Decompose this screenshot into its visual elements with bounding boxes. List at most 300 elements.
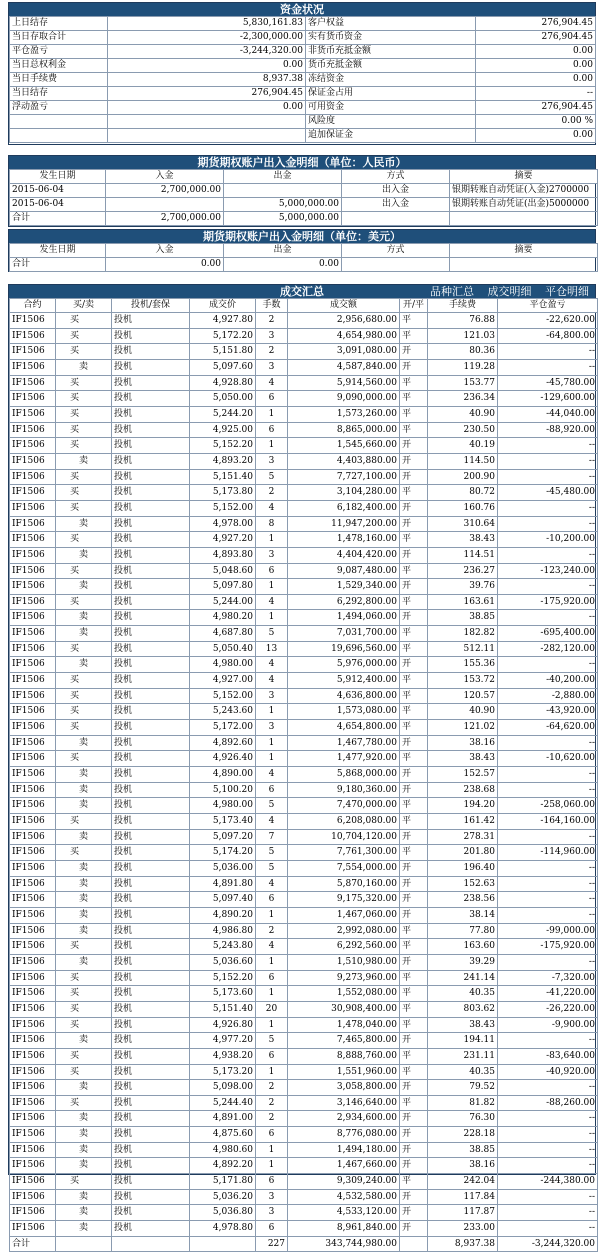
table-row [10, 892, 598, 908]
table-cell: IF1506 [10, 375, 56, 391]
table-cell: 5 [256, 798, 288, 814]
table-cell: IF1506 [10, 673, 56, 689]
table-cell: -- [498, 1205, 598, 1221]
table-cell: 38.85 [428, 610, 498, 626]
table-cell: 投机 [112, 923, 190, 939]
funds-value: 276,904.45 [108, 87, 306, 101]
table-cell: 9,273,960.00 [288, 970, 400, 986]
table-cell: 银期转账自动凭证(入金)2700000 [450, 184, 598, 198]
table-cell: 4,980.60 [190, 1142, 256, 1158]
table-cell: 平 [400, 485, 428, 501]
table-cell: 2,992,080.00 [288, 923, 400, 939]
table-cell: IF1506 [10, 1001, 56, 1017]
total-row [10, 212, 598, 226]
table-cell: 开 [400, 1158, 428, 1174]
table-cell: 投机 [112, 814, 190, 830]
funds-value: 0.00 [108, 101, 306, 115]
table-cell: IF1506 [10, 860, 56, 876]
table-row [10, 673, 598, 689]
table-cell: -88,260.00 [498, 1095, 598, 1111]
funds-row [10, 73, 596, 87]
table-cell: 投机 [112, 563, 190, 579]
table-row [10, 907, 598, 923]
table-cell: 1 [256, 907, 288, 923]
funds-label: 货币充抵金额 [306, 59, 476, 73]
table-cell: 6 [256, 563, 288, 579]
table-cell: IF1506 [10, 328, 56, 344]
table-cell: 平 [400, 720, 428, 736]
table-cell: -175,920.00 [498, 594, 598, 610]
table-cell: -99,000.00 [498, 923, 598, 939]
table-cell: 投机 [112, 986, 190, 1002]
table-cell: 4,928.80 [190, 375, 256, 391]
table-cell: 153.77 [428, 375, 498, 391]
table-cell: 投机 [112, 845, 190, 861]
funds-status-title: 资金状况 [9, 3, 595, 16]
table-cell: 投机 [112, 1048, 190, 1064]
table-cell: IF1506 [10, 767, 56, 783]
table-cell: -- [498, 1111, 598, 1127]
table-cell: 4 [256, 939, 288, 955]
table-row [10, 1221, 598, 1237]
table-cell: 投机 [112, 485, 190, 501]
table-cell: 4 [256, 673, 288, 689]
table-cell: 1,478,160.00 [288, 532, 400, 548]
funds-label: 当日存取合计 [10, 31, 108, 45]
table-cell: IF1506 [10, 1127, 56, 1143]
funds-value: 0.00 [476, 59, 596, 73]
table-cell: 6,292,800.00 [288, 594, 400, 610]
table-cell: 买 [56, 1095, 112, 1111]
table-cell [106, 198, 224, 212]
rmb-deposit-title: 期货期权账户出入金明细（单位：人民币） [9, 156, 595, 169]
table-cell: 10,704,120.00 [288, 829, 400, 845]
table-cell: 平 [400, 328, 428, 344]
table-cell: 投机 [112, 860, 190, 876]
table-cell: 平 [400, 845, 428, 861]
table-cell: 7,761,300.00 [288, 845, 400, 861]
table-cell: 5,173.40 [190, 814, 256, 830]
table-cell: 卖 [56, 735, 112, 751]
table-cell: 开 [400, 907, 428, 923]
table-cell: 投机 [112, 1174, 190, 1190]
table-cell: 4,986.80 [190, 923, 256, 939]
table-cell: -- [498, 344, 598, 360]
table-cell: 平 [400, 1064, 428, 1080]
table-cell: -- [498, 657, 598, 673]
table-cell: 5,244.20 [190, 406, 256, 422]
usd-deposit-panel [8, 229, 596, 272]
table-cell: 182.82 [428, 626, 498, 642]
table-cell: 40.90 [428, 406, 498, 422]
total-cell: 合计 [10, 258, 106, 272]
table-cell: -- [498, 610, 598, 626]
table-cell: 卖 [56, 876, 112, 892]
trade-summary-table [9, 298, 598, 1252]
table-row [10, 1080, 598, 1096]
table-row [10, 485, 598, 501]
table-cell: 开 [400, 453, 428, 469]
table-cell: 4,404,420.00 [288, 547, 400, 563]
table-cell: 卖 [56, 626, 112, 642]
table-cell: 19,696,560.00 [288, 641, 400, 657]
table-cell: 2 [256, 344, 288, 360]
table-cell: 投机 [112, 610, 190, 626]
table-cell: 4,893.80 [190, 547, 256, 563]
funds-value: 0.00 % [476, 115, 596, 129]
table-cell: 卖 [56, 579, 112, 595]
total-cell [112, 1236, 190, 1252]
link-trade-detail[interactable]: 成交明细 [487, 285, 532, 298]
table-cell: 卖 [56, 923, 112, 939]
table-cell: 平 [400, 391, 428, 407]
table-cell: 5,152.00 [190, 500, 256, 516]
table-cell: 163.61 [428, 594, 498, 610]
table-row [10, 375, 598, 391]
funds-label: 冻结资金 [306, 73, 476, 87]
table-cell: 开 [400, 610, 428, 626]
funds-value [108, 129, 306, 143]
table-cell: 4,926.40 [190, 751, 256, 767]
table-cell: -- [498, 907, 598, 923]
table-row [10, 547, 598, 563]
table-cell: 38.16 [428, 1158, 498, 1174]
table-row [10, 954, 598, 970]
table-cell: 1,551,960.00 [288, 1064, 400, 1080]
table-cell: 2015-06-04 [10, 198, 106, 212]
table-cell: 开 [400, 892, 428, 908]
table-cell: -258,060.00 [498, 798, 598, 814]
table-cell: 8,776,080.00 [288, 1127, 400, 1143]
table-row [10, 782, 598, 798]
table-cell: 1,573,080.00 [288, 704, 400, 720]
table-row [10, 845, 598, 861]
table-row [10, 579, 598, 595]
total-cell [342, 258, 450, 272]
table-cell: 310.64 [428, 516, 498, 532]
table-cell: 3,146,640.00 [288, 1095, 400, 1111]
table-cell: 6 [256, 782, 288, 798]
table-cell: 4 [256, 767, 288, 783]
table-cell: 买 [56, 673, 112, 689]
table-cell: 5,036.00 [190, 860, 256, 876]
table-cell: 开 [400, 954, 428, 970]
table-cell: 161.42 [428, 814, 498, 830]
table-cell: 5,172.00 [190, 720, 256, 736]
table-cell: 153.72 [428, 673, 498, 689]
table-row [10, 184, 598, 198]
table-cell: 买 [56, 1174, 112, 1190]
table-row [10, 751, 598, 767]
table-cell: -- [498, 359, 598, 375]
table-cell: 平 [400, 1017, 428, 1033]
funds-row [10, 87, 596, 101]
table-cell: 5,050.00 [190, 391, 256, 407]
column-header: 入金 [106, 244, 224, 258]
table-cell: 238.56 [428, 892, 498, 908]
table-cell: -9,900.00 [498, 1017, 598, 1033]
table-row [10, 1001, 598, 1017]
table-cell: 5,976,000.00 [288, 657, 400, 673]
table-cell: IF1506 [10, 594, 56, 610]
table-cell: 投机 [112, 1221, 190, 1237]
funds-value: 0.00 [108, 59, 306, 73]
table-cell: 5,243.80 [190, 939, 256, 955]
table-cell: 4,980.20 [190, 610, 256, 626]
table-cell: 1 [256, 1064, 288, 1080]
table-cell: 平 [400, 641, 428, 657]
table-cell: 投机 [112, 532, 190, 548]
table-cell: 平 [400, 594, 428, 610]
table-cell: 卖 [56, 767, 112, 783]
table-cell: -- [498, 579, 598, 595]
table-cell: 5 [256, 845, 288, 861]
table-cell: 3,091,080.00 [288, 344, 400, 360]
table-cell: 投机 [112, 751, 190, 767]
table-cell: 4 [256, 594, 288, 610]
table-cell: 开 [400, 1080, 428, 1096]
table-cell: 开 [400, 829, 428, 845]
funds-label: 上日结存 [10, 17, 108, 31]
table-cell: 3 [256, 453, 288, 469]
table-cell: 38.43 [428, 532, 498, 548]
table-cell: 6 [256, 1048, 288, 1064]
table-cell: 出入金 [342, 184, 450, 198]
table-cell: 194.11 [428, 1033, 498, 1049]
table-cell: 1,573,260.00 [288, 406, 400, 422]
table-row [10, 798, 598, 814]
table-cell: 买 [56, 814, 112, 830]
table-cell: 投机 [112, 626, 190, 642]
table-cell: 13 [256, 641, 288, 657]
table-cell: 1 [256, 579, 288, 595]
table-cell: 出入金 [342, 198, 450, 212]
table-cell: -2,880.00 [498, 688, 598, 704]
table-cell: 2 [256, 1080, 288, 1096]
table-cell: 买 [56, 641, 112, 657]
table-cell: 1 [256, 406, 288, 422]
table-cell: -- [498, 1127, 598, 1143]
total-cell: 343,744,980.00 [288, 1236, 400, 1252]
table-cell: -- [498, 547, 598, 563]
table-cell: 投机 [112, 391, 190, 407]
table-cell: 投机 [112, 641, 190, 657]
table-cell: 投机 [112, 1080, 190, 1096]
table-cell: 231.11 [428, 1048, 498, 1064]
table-cell: 买 [56, 1001, 112, 1017]
table-cell: 77.80 [428, 923, 498, 939]
table-cell: 201.80 [428, 845, 498, 861]
table-cell: 155.36 [428, 657, 498, 673]
table-cell: 4,687.80 [190, 626, 256, 642]
table-cell: 119.28 [428, 359, 498, 375]
table-cell: 40.19 [428, 438, 498, 454]
table-cell: 5,244.00 [190, 594, 256, 610]
total-cell: 0.00 [106, 258, 224, 272]
table-cell: 投机 [112, 1205, 190, 1221]
table-cell: 4,587,840.00 [288, 359, 400, 375]
total-cell: 8,937.38 [428, 1236, 498, 1252]
table-row [10, 767, 598, 783]
funds-label: 可用资金 [306, 101, 476, 115]
table-row [10, 359, 598, 375]
table-cell: 投机 [112, 1001, 190, 1017]
table-cell: IF1506 [10, 1111, 56, 1127]
table-cell: 238.68 [428, 782, 498, 798]
table-cell: IF1506 [10, 579, 56, 595]
table-cell: 4,978.00 [190, 516, 256, 532]
table-row [10, 1158, 598, 1174]
table-cell: 4,875.60 [190, 1127, 256, 1143]
funds-row [10, 45, 596, 59]
total-cell [450, 212, 598, 226]
table-cell: 2 [256, 1095, 288, 1111]
table-cell: -- [498, 500, 598, 516]
table-cell: 投机 [112, 1111, 190, 1127]
table-row [10, 860, 598, 876]
total-cell: 0.00 [224, 258, 342, 272]
table-cell: 卖 [56, 610, 112, 626]
table-row [10, 532, 598, 548]
usd-deposit-title: 期货期权账户出入金明细（单位：美元） [9, 230, 595, 243]
column-header: 出金 [224, 244, 342, 258]
table-cell: IF1506 [10, 1095, 56, 1111]
table-cell: 卖 [56, 829, 112, 845]
table-cell: 投机 [112, 328, 190, 344]
table-cell: -- [498, 469, 598, 485]
funds-value: 0.00 [476, 45, 596, 59]
table-cell: 平 [400, 814, 428, 830]
table-cell: 开 [400, 657, 428, 673]
funds-row [10, 59, 596, 73]
table-cell: IF1506 [10, 798, 56, 814]
table-cell: 投机 [112, 516, 190, 532]
table-cell: 买 [56, 970, 112, 986]
table-cell: 1 [256, 1142, 288, 1158]
table-cell: 平 [400, 626, 428, 642]
table-cell: 投机 [112, 1189, 190, 1205]
table-cell: 4,403,880.00 [288, 453, 400, 469]
table-cell: 4,891.80 [190, 876, 256, 892]
table-cell: 4,892.20 [190, 1158, 256, 1174]
funds-label: 浮动盈亏 [10, 101, 108, 115]
table-cell: 160.76 [428, 500, 498, 516]
funds-row [10, 31, 596, 45]
table-cell: 9,175,320.00 [288, 892, 400, 908]
table-cell: 6,292,560.00 [288, 939, 400, 955]
table-cell: 卖 [56, 1127, 112, 1143]
table-cell: 120.57 [428, 688, 498, 704]
table-cell: 117.84 [428, 1189, 498, 1205]
table-cell: IF1506 [10, 970, 56, 986]
table-cell: IF1506 [10, 563, 56, 579]
table-row [10, 391, 598, 407]
table-cell: 4,977.20 [190, 1033, 256, 1049]
table-cell: 平 [400, 406, 428, 422]
table-cell: 228.18 [428, 1127, 498, 1143]
table-cell: 40.35 [428, 1064, 498, 1080]
table-cell: -40,200.00 [498, 673, 598, 689]
funds-row [10, 101, 596, 115]
table-cell: 7,470,000.00 [288, 798, 400, 814]
table-cell: -- [498, 1158, 598, 1174]
table-cell: IF1506 [10, 814, 56, 830]
table-cell: 买 [56, 594, 112, 610]
table-row [10, 1064, 598, 1080]
table-cell: 236.27 [428, 563, 498, 579]
table-cell: 1,545,660.00 [288, 438, 400, 454]
table-cell: IF1506 [10, 438, 56, 454]
usd-deposit-table [9, 243, 598, 272]
link-close-detail[interactable]: 平仓明细 [545, 285, 589, 298]
table-cell: IF1506 [10, 626, 56, 642]
table-cell: 81.82 [428, 1095, 498, 1111]
table-row [10, 313, 598, 329]
table-cell: 1 [256, 610, 288, 626]
table-cell: 3 [256, 1205, 288, 1221]
table-cell: 39.29 [428, 954, 498, 970]
funds-row [10, 115, 596, 129]
table-cell: 投机 [112, 673, 190, 689]
table-cell: 5,152.20 [190, 438, 256, 454]
link-product-summary[interactable]: 品种汇总 [430, 285, 474, 298]
table-row [10, 453, 598, 469]
column-header: 开/平 [400, 299, 428, 313]
table-cell: 4 [256, 657, 288, 673]
table-row [10, 626, 598, 642]
table-cell: 1,529,340.00 [288, 579, 400, 595]
table-cell: 开 [400, 782, 428, 798]
table-row [10, 939, 598, 955]
table-cell: IF1506 [10, 876, 56, 892]
table-cell: 803.62 [428, 1001, 498, 1017]
table-cell: 7 [256, 829, 288, 845]
table-cell: IF1506 [10, 469, 56, 485]
table-cell: IF1506 [10, 735, 56, 751]
table-cell: -10,200.00 [498, 532, 598, 548]
table-cell: 投机 [112, 798, 190, 814]
funds-row [10, 129, 596, 143]
table-cell: 4,891.00 [190, 1111, 256, 1127]
table-cell: 4,927.00 [190, 673, 256, 689]
table-cell: -64,620.00 [498, 720, 598, 736]
table-cell: IF1506 [10, 751, 56, 767]
table-cell: 5,097.80 [190, 579, 256, 595]
table-cell: 投机 [112, 547, 190, 563]
table-cell: IF1506 [10, 1142, 56, 1158]
table-cell: IF1506 [10, 485, 56, 501]
table-cell: 230.50 [428, 422, 498, 438]
table-cell: 4,533,120.00 [288, 1205, 400, 1221]
table-cell: 投机 [112, 359, 190, 375]
table-cell: 5,171.80 [190, 1174, 256, 1190]
table-cell: 4,654,980.00 [288, 328, 400, 344]
table-row [10, 970, 598, 986]
table-cell: 买 [56, 939, 112, 955]
table-cell: 9,087,480.00 [288, 563, 400, 579]
table-cell: 卖 [56, 359, 112, 375]
table-cell: 7,727,100.00 [288, 469, 400, 485]
table-cell: 3 [256, 547, 288, 563]
funds-label: 实有货币资金 [306, 31, 476, 45]
table-cell: 投机 [112, 657, 190, 673]
table-cell: 平 [400, 673, 428, 689]
usd-header-row [10, 244, 598, 258]
column-header: 平仓盈亏 [498, 299, 598, 313]
table-cell: 平 [400, 1001, 428, 1017]
table-cell: 开 [400, 735, 428, 751]
table-cell: 4 [256, 876, 288, 892]
